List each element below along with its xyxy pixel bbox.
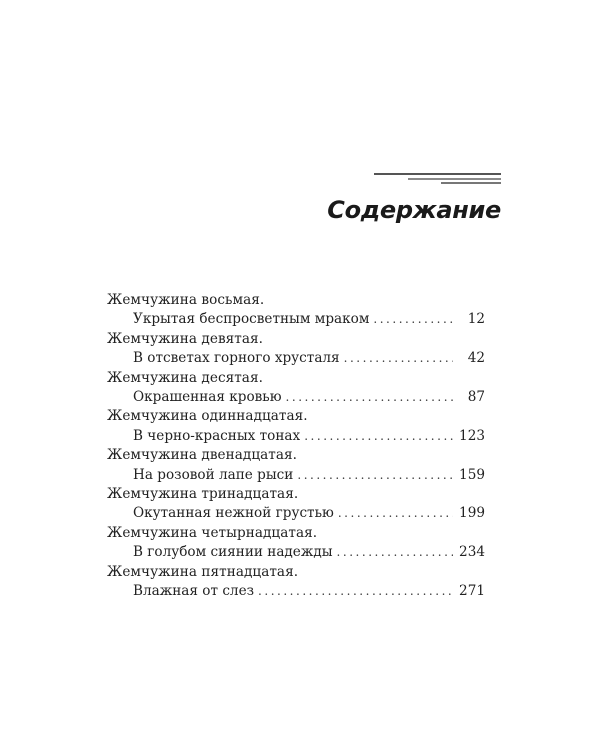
toc-subtitle: Укрытая беспросветным мраком bbox=[133, 311, 370, 328]
toc-chapter-title: Жемчужина десятая. bbox=[107, 369, 263, 386]
toc-page-number: 12 bbox=[467, 311, 485, 328]
toc-entry bbox=[107, 446, 485, 485]
decorative-rule-long bbox=[374, 173, 501, 175]
decorative-rule-medium bbox=[408, 178, 501, 180]
toc-page-number: 42 bbox=[467, 350, 485, 367]
toc-chapter-title: Жемчужина девятая. bbox=[107, 330, 263, 347]
toc-subtitle: Окутанная нежной грустью bbox=[133, 505, 334, 522]
toc-entry bbox=[107, 563, 485, 602]
toc-page-number: 87 bbox=[467, 389, 485, 406]
toc-subtitle: В голубом сиянии надежды bbox=[133, 544, 333, 561]
table-of-contents bbox=[107, 291, 485, 602]
toc-subtitle: Окрашенная кровью bbox=[133, 389, 282, 406]
toc-chapter-title: Жемчужина пятнадцатая. bbox=[107, 563, 299, 580]
dot-leader bbox=[286, 388, 453, 407]
dot-leader bbox=[297, 466, 453, 485]
toc-page-number: 234 bbox=[459, 544, 485, 561]
toc-entry bbox=[107, 369, 485, 408]
decorative-rule-short bbox=[441, 182, 501, 184]
dot-leader bbox=[304, 427, 453, 446]
dot-leader bbox=[258, 582, 453, 601]
toc-page-number: 159 bbox=[459, 466, 485, 483]
toc-subtitle: На розовой лапе рыси bbox=[133, 466, 294, 483]
dot-leader bbox=[373, 310, 453, 329]
toc-subtitle-row bbox=[107, 582, 485, 601]
dot-leader bbox=[337, 543, 453, 562]
toc-subtitle: В отсветах горного хрусталя bbox=[133, 350, 340, 367]
toc-entry bbox=[107, 407, 485, 446]
toc-subtitle: В черно-красных тонах bbox=[133, 427, 301, 444]
toc-subtitle: Влажная от слез bbox=[133, 583, 255, 600]
toc-chapter-title: Жемчужина четырнадцатая. bbox=[107, 524, 318, 541]
dot-leader bbox=[344, 349, 453, 368]
toc-subtitle-row bbox=[107, 310, 485, 329]
toc-entry bbox=[107, 524, 485, 563]
toc-page-number: 271 bbox=[459, 583, 485, 600]
page-title: Содержание bbox=[327, 196, 501, 224]
toc-chapter-title: Жемчужина двенадцатая. bbox=[107, 447, 297, 464]
toc-subtitle-row bbox=[107, 543, 485, 562]
toc-page-number: 123 bbox=[459, 427, 485, 444]
toc-subtitle-row bbox=[107, 504, 485, 523]
toc-chapter-title: Жемчужина восьмая. bbox=[107, 292, 265, 308]
toc-page-number: 199 bbox=[459, 505, 485, 522]
toc-chapter-title: Жемчужина тринадцатая. bbox=[107, 486, 299, 503]
toc-entry bbox=[107, 485, 485, 524]
toc-subtitle-row bbox=[107, 349, 485, 368]
toc-chapter-title: Жемчужина одиннадцатая. bbox=[107, 408, 308, 425]
toc-entry bbox=[107, 330, 485, 369]
toc-subtitle-row bbox=[107, 466, 485, 485]
dot-leader bbox=[338, 504, 453, 523]
toc-subtitle-row bbox=[107, 388, 485, 407]
toc-subtitle-row bbox=[107, 427, 485, 446]
toc-entry bbox=[107, 291, 485, 330]
